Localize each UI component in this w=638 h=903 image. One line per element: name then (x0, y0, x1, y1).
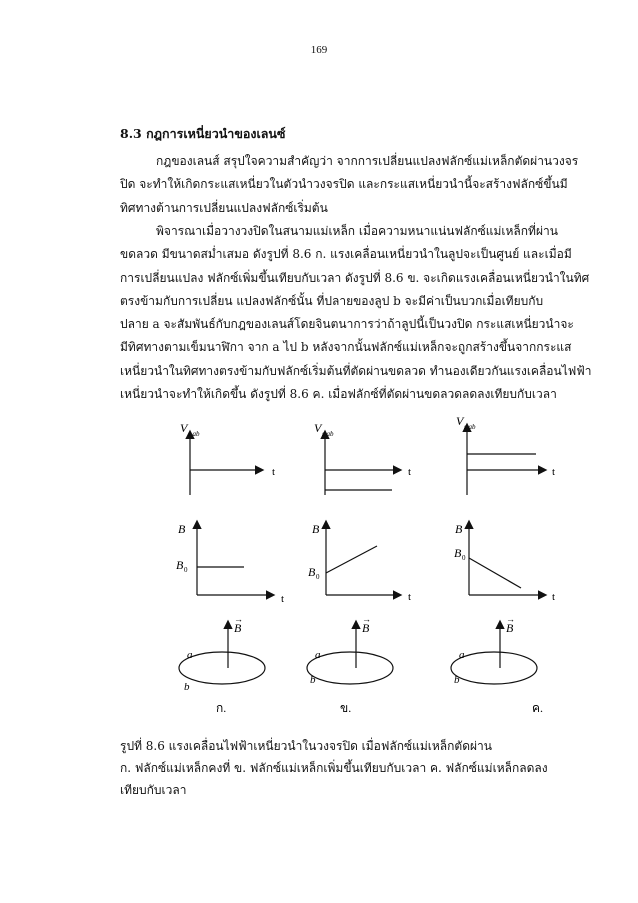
initial-field-subscript: 0 (184, 566, 188, 574)
voltage-graph-constant (180, 421, 275, 495)
text-line: เหนี่ยวนำในทิศทางตรงข้ามกับฟลักซ์เริ่มต้นที่ตัดผ่านขดลวด ทำนองเดียวกันแรงเคลื่อนไฟฟ้า (120, 363, 592, 378)
panel-label: ก. (216, 701, 227, 715)
vector-arrow-glyph: → (362, 614, 371, 624)
text-line: มีทิศทางตามเข็มนาฬิกา จาก a ไป b หลังจากนั้นฟลักซ์แม่เหล็กจะถูกสร้างขึ้นจากกระแส (120, 340, 572, 355)
field-axis-label: B (312, 522, 320, 536)
voltage-axis-label: V (180, 421, 188, 435)
panel-label: ข. (340, 701, 352, 715)
voltage-axis-label: V (314, 421, 322, 435)
text-line: ตรงข้ามกับการเปลี่ยน แปลงฟลักซ์นั้น ที่ปลายของลูป b จะมีค่าเป็นบวกเมื่อเทียบกับ (120, 293, 544, 308)
paragraph-explanation (120, 220, 592, 406)
voltage-axis-label: V (456, 414, 464, 428)
vector-arrow-glyph: → (234, 614, 243, 624)
initial-field-label: B (454, 546, 462, 560)
time-axis-label: t (408, 591, 412, 603)
text-line: ปลาย a จะสัมพันธ์กับกฎของเลนส์โดยจินตนาการว่าถ้าลูปนี้เป็นวงปิด กระแสเหนี่ยวนำจะ (120, 317, 574, 332)
field-axis-label: B (178, 522, 186, 536)
time-axis-label: t (552, 591, 556, 603)
text-line: ทิศทางต้านการเปลี่ยนแปลงฟลักซ์เริ่มต้น (120, 200, 328, 215)
terminal-a-label: a (187, 649, 193, 661)
caption-line: ก. ฟลักซ์แม่เหล็กคงที่ ข. ฟลักซ์แม่เหล็กเพิ่มขึ้นเทียบกับเวลา ค. ฟลักซ์แม่เหล็กลดลง (120, 761, 548, 775)
text-line: พิจารณาเมื่อวางวงปิดในสนามแม่เหล็ก เมื่อความหนาแน่นฟลักซ์แม่เหล็กที่ผ่าน (156, 224, 558, 238)
terminal-b-label: b (184, 681, 190, 693)
terminal-a-label: a (315, 649, 321, 661)
text-line: ขดลวด มีขนาดสม่ำเสมอ ดังรูปที่ 8.6 ก. แรงเคลื่อนเหนี่ยวนำในลูปจะเป็นศูนย์ และเมื่อมี (120, 247, 572, 262)
voltage-graph-negative (314, 421, 411, 495)
field-axis-label: B (455, 522, 463, 536)
field-graph-decreasing (454, 522, 555, 603)
initial-field-label: B (308, 565, 316, 579)
voltage-graph-positive (456, 414, 555, 495)
loop-diagram-c (451, 614, 543, 715)
initial-field-subscript: 0 (462, 554, 466, 562)
vector-b-label: B (234, 621, 242, 635)
page-number: 169 (310, 44, 328, 56)
voltage-axis-subscript: ε ab (322, 430, 334, 438)
time-axis-label: t (408, 466, 412, 478)
terminal-a-label: a (459, 649, 465, 661)
paragraph-lenz-law (120, 150, 579, 220)
time-axis-label: t (552, 466, 556, 478)
time-axis-label: t (272, 466, 276, 478)
initial-field-label: B (176, 558, 184, 572)
text-line: กฎของเลนส์ สรุปใจความสำคัญว่า จากการเปลี่ยนแปลงฟลักซ์แม่เหล็กตัดผ่านวงจร (156, 154, 579, 168)
terminal-b-label: b (454, 674, 460, 686)
caption-line: รูปที่ 8.6 แรงเคลื่อนไฟฟ้าเหนี่ยวนำในวงจรปิด เมื่อฟลักซ์แม่เหล็กตัดผ่าน (120, 739, 492, 753)
text-line: เหนี่ยวนำจะทำให้เกิดขึ้น ดังรูปที่ 8.6 ค. เมื่อฟลักซ์ที่ตัดผ่านขดลวดลดลงเทียบกับเวลา (120, 387, 557, 402)
field-graph-increasing (308, 522, 411, 603)
text-line: การเปลี่ยนแปลง ฟลักซ์เพิ่มขึ้นเทียบกับเวลา ดังรูปที่ 8.6 ข. จะเกิดแรงเคลื่อนเหนี่ยวนำในทิศ (120, 270, 590, 285)
loop-diagram-b (307, 614, 393, 715)
field-graph-constant (176, 522, 284, 605)
vector-b-label: B (362, 621, 370, 635)
time-axis-label: t (281, 593, 285, 605)
vector-arrow-glyph: → (506, 614, 515, 624)
voltage-axis-subscript: ε ab (188, 430, 200, 438)
vector-b-label: B (506, 621, 514, 635)
text-line: ปิด จะทำให้เกิดกระแสเหนี่ยวในตัวนำวงจรปิด และกระแสเหนี่ยวนำนี้จะสร้างฟลักซ์ขึ้นมี (120, 177, 568, 192)
loop-diagram-a (179, 614, 265, 715)
section-heading: 8.3 กฎการเหนี่ยวนำของเลนซ์ (120, 126, 286, 141)
voltage-axis-subscript: ε ab (464, 423, 476, 431)
figure-8-6 (0, 400, 638, 730)
figure-caption (120, 735, 550, 801)
initial-field-subscript: 0 (316, 573, 320, 581)
panel-label: ค. (532, 701, 544, 715)
caption-line: เทียบกับเวลา (120, 783, 187, 797)
terminal-b-label: b (310, 674, 316, 686)
